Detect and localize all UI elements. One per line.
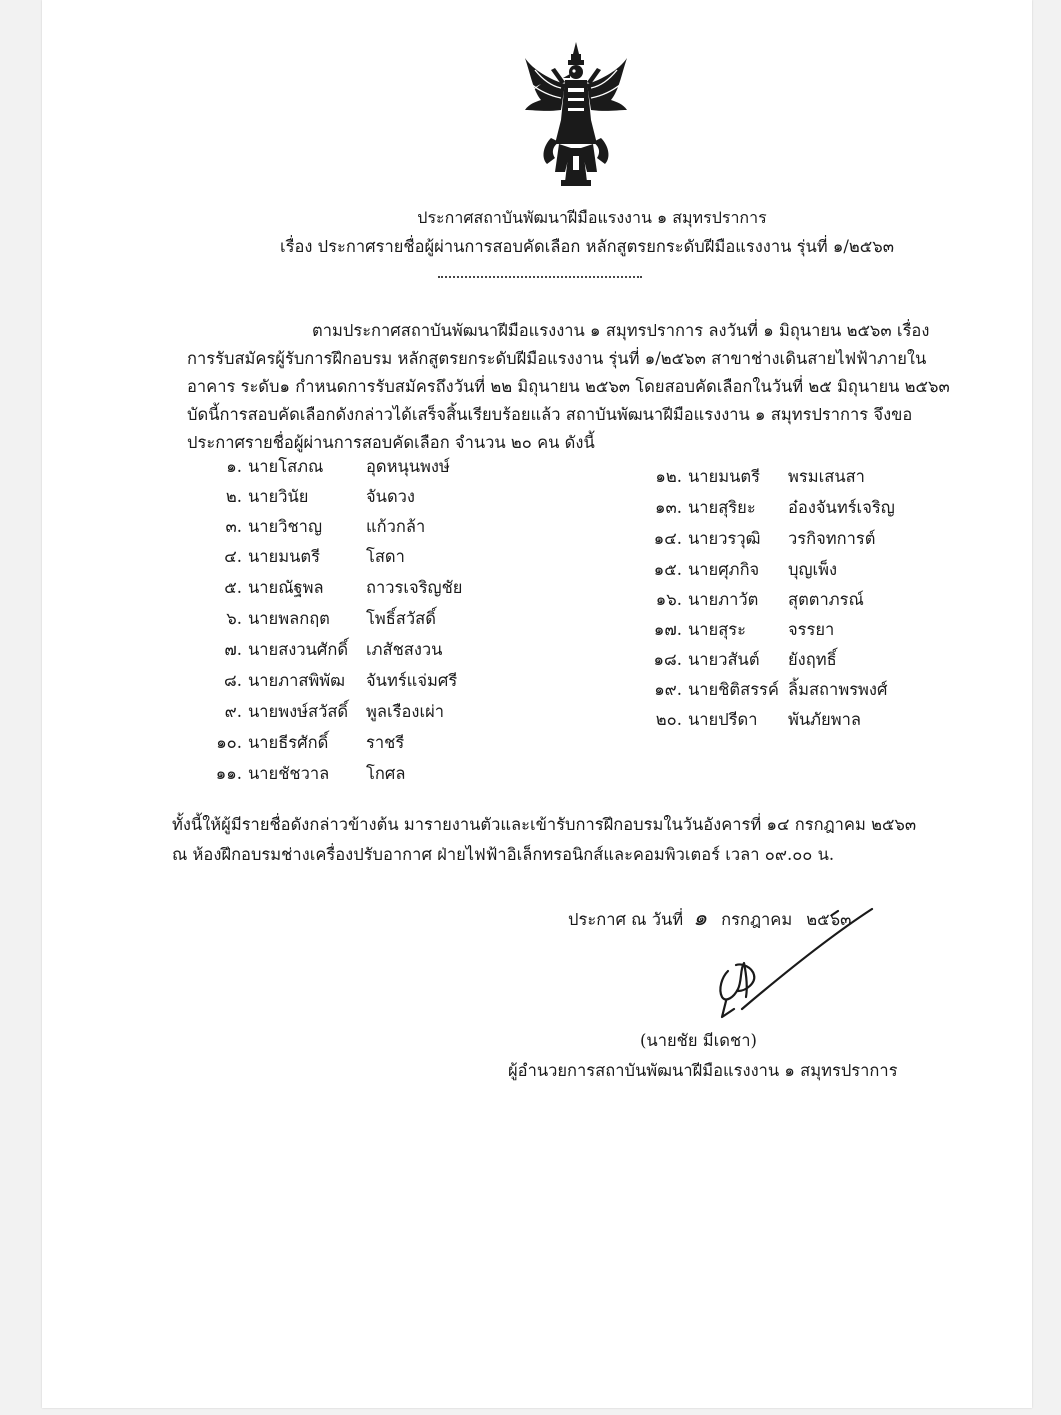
closing-line-1: ทั้งนี้ให้ผู้มีรายชื่อดังกล่าวข้างต้น มารายงานตัวและเข้ารับการฝึกอบรมในวันอังคารที่ ๑๔ กรกฎาคม ๒๕๖๓	[172, 815, 917, 834]
announcement-title: ประกาศสถาบันพัฒนาฝีมือแรงงาน ๑ สมุทรปราการ	[417, 208, 767, 227]
document-page: ประกาศสถาบันพัฒนาฝีมือแรงงาน ๑ สมุทรปราการ เรื่อง ประกาศรายชื่อผู้ผ่านการสอบคัดเลือก หลักสูตรยกระดับฝีมือแรงงาน รุ่นที่ ๑/๒๕๖๓ ตามประกาศสถาบันพัฒนาฝีมือแรงงาน ๑ สมุทรปราการ ลงวันที่ ๑ มิถุนายน ๒๕๖๓ เรื่อง การรับสมัครผู้รับการฝึกอบรม หลักสูตรยกระดับฝีมือแรงงาน รุ่นที่ ๑/๒๕๖๓ สาขาช่างเดินสายไฟฟ้าภายใน อาคาร ระดับ๑ กำหนดการรับสมัครถึงวันที่ ๒๒ มิถุนายน ๒๕๖๓ โดยสอบคัดเลือกในวันที่ ๒๕ มิถุนายน ๒๕๖๓ บัดนี้การสอบคัดเลือกดังกล่าวได้เสร็จสิ้นเรียบร้อยแล้ว สถาบันพัฒนาฝีมือแรงงาน ๑ สมุทรปราการ จึงขอ ประกาศรายชื่อผู้ผ่านการสอบคัดเลือก จำนวน ๒๐ คน ดังนี้ ๑. นายโสภณ อุดหนุนพงษ์ ๒. นายวินัย จันดวง ๓. นายวิชาญ แก้วกล้า ๔. นายมนตรี โสดา ๕. นายณัฐพล ถาวรเจริญชัย ๖. นายพลกฤต โพธิ์สวัสดิ์ ๗. นายสงวนศักดิ์ เภสัชสงวน ๘. นายภาสพิพัฒ จันทร์แจ่มศรี ๙. นายพงษ์สวัสดิ์ พูลเรืองเผ่า ๑๐. นายธีรศักดิ์ ราชรี ๑๑. นายชัชวาล โกศล ๑๒. นายมนตรี พรมเสนสา ๑๓. นายสุริยะ อ๋องจันทร์เจริญ ๑๔. นายวรวุฒิ วรกิจทการต์ ๑๕. นายศุภกิจ บุญเพ็ง ๑๖. นายภาวัต สุตตาภรณ์ ๑๗. นายสุระ จรรยา ๑๘. นายวสันต์ ยังฤทธิ์ ๑๙. นายชิติสรรค์ ลิ้มสถาพรพงศ์ ๒๐. นายปรีดา พันภัยพาล ทั้งนี้ให้ผู้มีรายชื่อดังกล่าวข้างต้น มารายงานตัวและเข้ารับการฝึกอบรมในวันอังคารที่ ๑๔ กรกฎาคม ๒๕๖๓ ณ ห้องฝึกอบรมช่างเครื่องปรับอากาศ ฝ่ายไฟฟ้าอิเล็กทรอนิกส์และคอมพิวเตอร์ เวลา ๐๙.๐๐ น. ประกาศ ณ วันที่ ๑ กรกฎาคม ๒๕๖๓ (นายชัย มีเดชา) ผู้อำนวยการสถาบันพัฒนาฝีมือแรงงาน ๑ สมุทรปราการ	[42, 0, 1032, 1408]
garuda-emblem-icon	[521, 40, 631, 190]
body-line-1: ตามประกาศสถาบันพัฒนาฝีมือแรงงาน ๑ สมุทรปราการ ลงวันที่ ๑ มิถุนายน ๒๕๖๓ เรื่อง	[312, 321, 930, 340]
body-line-3: อาคาร ระดับ๑ กำหนดการรับสมัครถึงวันที่ ๒๒ มิถุนายน ๒๕๖๓ โดยสอบคัดเลือกในวันที่ ๒๕ มิถุนายน ๒๕๖๓	[187, 377, 950, 396]
body-line-2: การรับสมัครผู้รับการฝึกอบรม หลักสูตรยกระดับฝีมือแรงงาน รุ่นที่ ๑/๒๕๖๓ สาขาช่างเดินสายไฟฟ้าภายใน	[187, 349, 927, 368]
date-month: กรกฎาคม	[721, 910, 793, 929]
signer-position: ผู้อำนวยการสถาบันพัฒนาฝีมือแรงงาน ๑ สมุทรปราการ	[508, 1061, 898, 1080]
date-prefix: ประกาศ ณ วันที่	[568, 910, 684, 929]
handwritten-signature	[682, 905, 892, 1025]
date-day: ๑	[693, 906, 708, 931]
closing-line-2: ณ ห้องฝึกอบรมช่างเครื่องปรับอากาศ ฝ่ายไฟฟ้าอิเล็กทรอนิกส์และคอมพิวเตอร์ เวลา ๐๙.๐๐ น.	[172, 845, 835, 864]
dotted-divider	[438, 276, 642, 278]
body-line-5: ประกาศรายชื่อผู้ผ่านการสอบคัดเลือก จำนวน ๒๐ คน ดังนี้	[187, 433, 595, 452]
date-year: ๒๕๖๓	[806, 910, 852, 929]
announcement-subject: เรื่อง ประกาศรายชื่อผู้ผ่านการสอบคัดเลือก หลักสูตรยกระดับฝีมือแรงงาน รุ่นที่ ๑/๒๕๖๓	[279, 237, 895, 256]
signer-name: (นายชัย มีเดชา)	[640, 1031, 757, 1050]
body-line-4: บัดนี้การสอบคัดเลือกดังกล่าวได้เสร็จสิ้นเรียบร้อยแล้ว สถาบันพัฒนาฝีมือแรงงาน ๑ สมุทรปราการ จึงขอ	[187, 405, 913, 424]
